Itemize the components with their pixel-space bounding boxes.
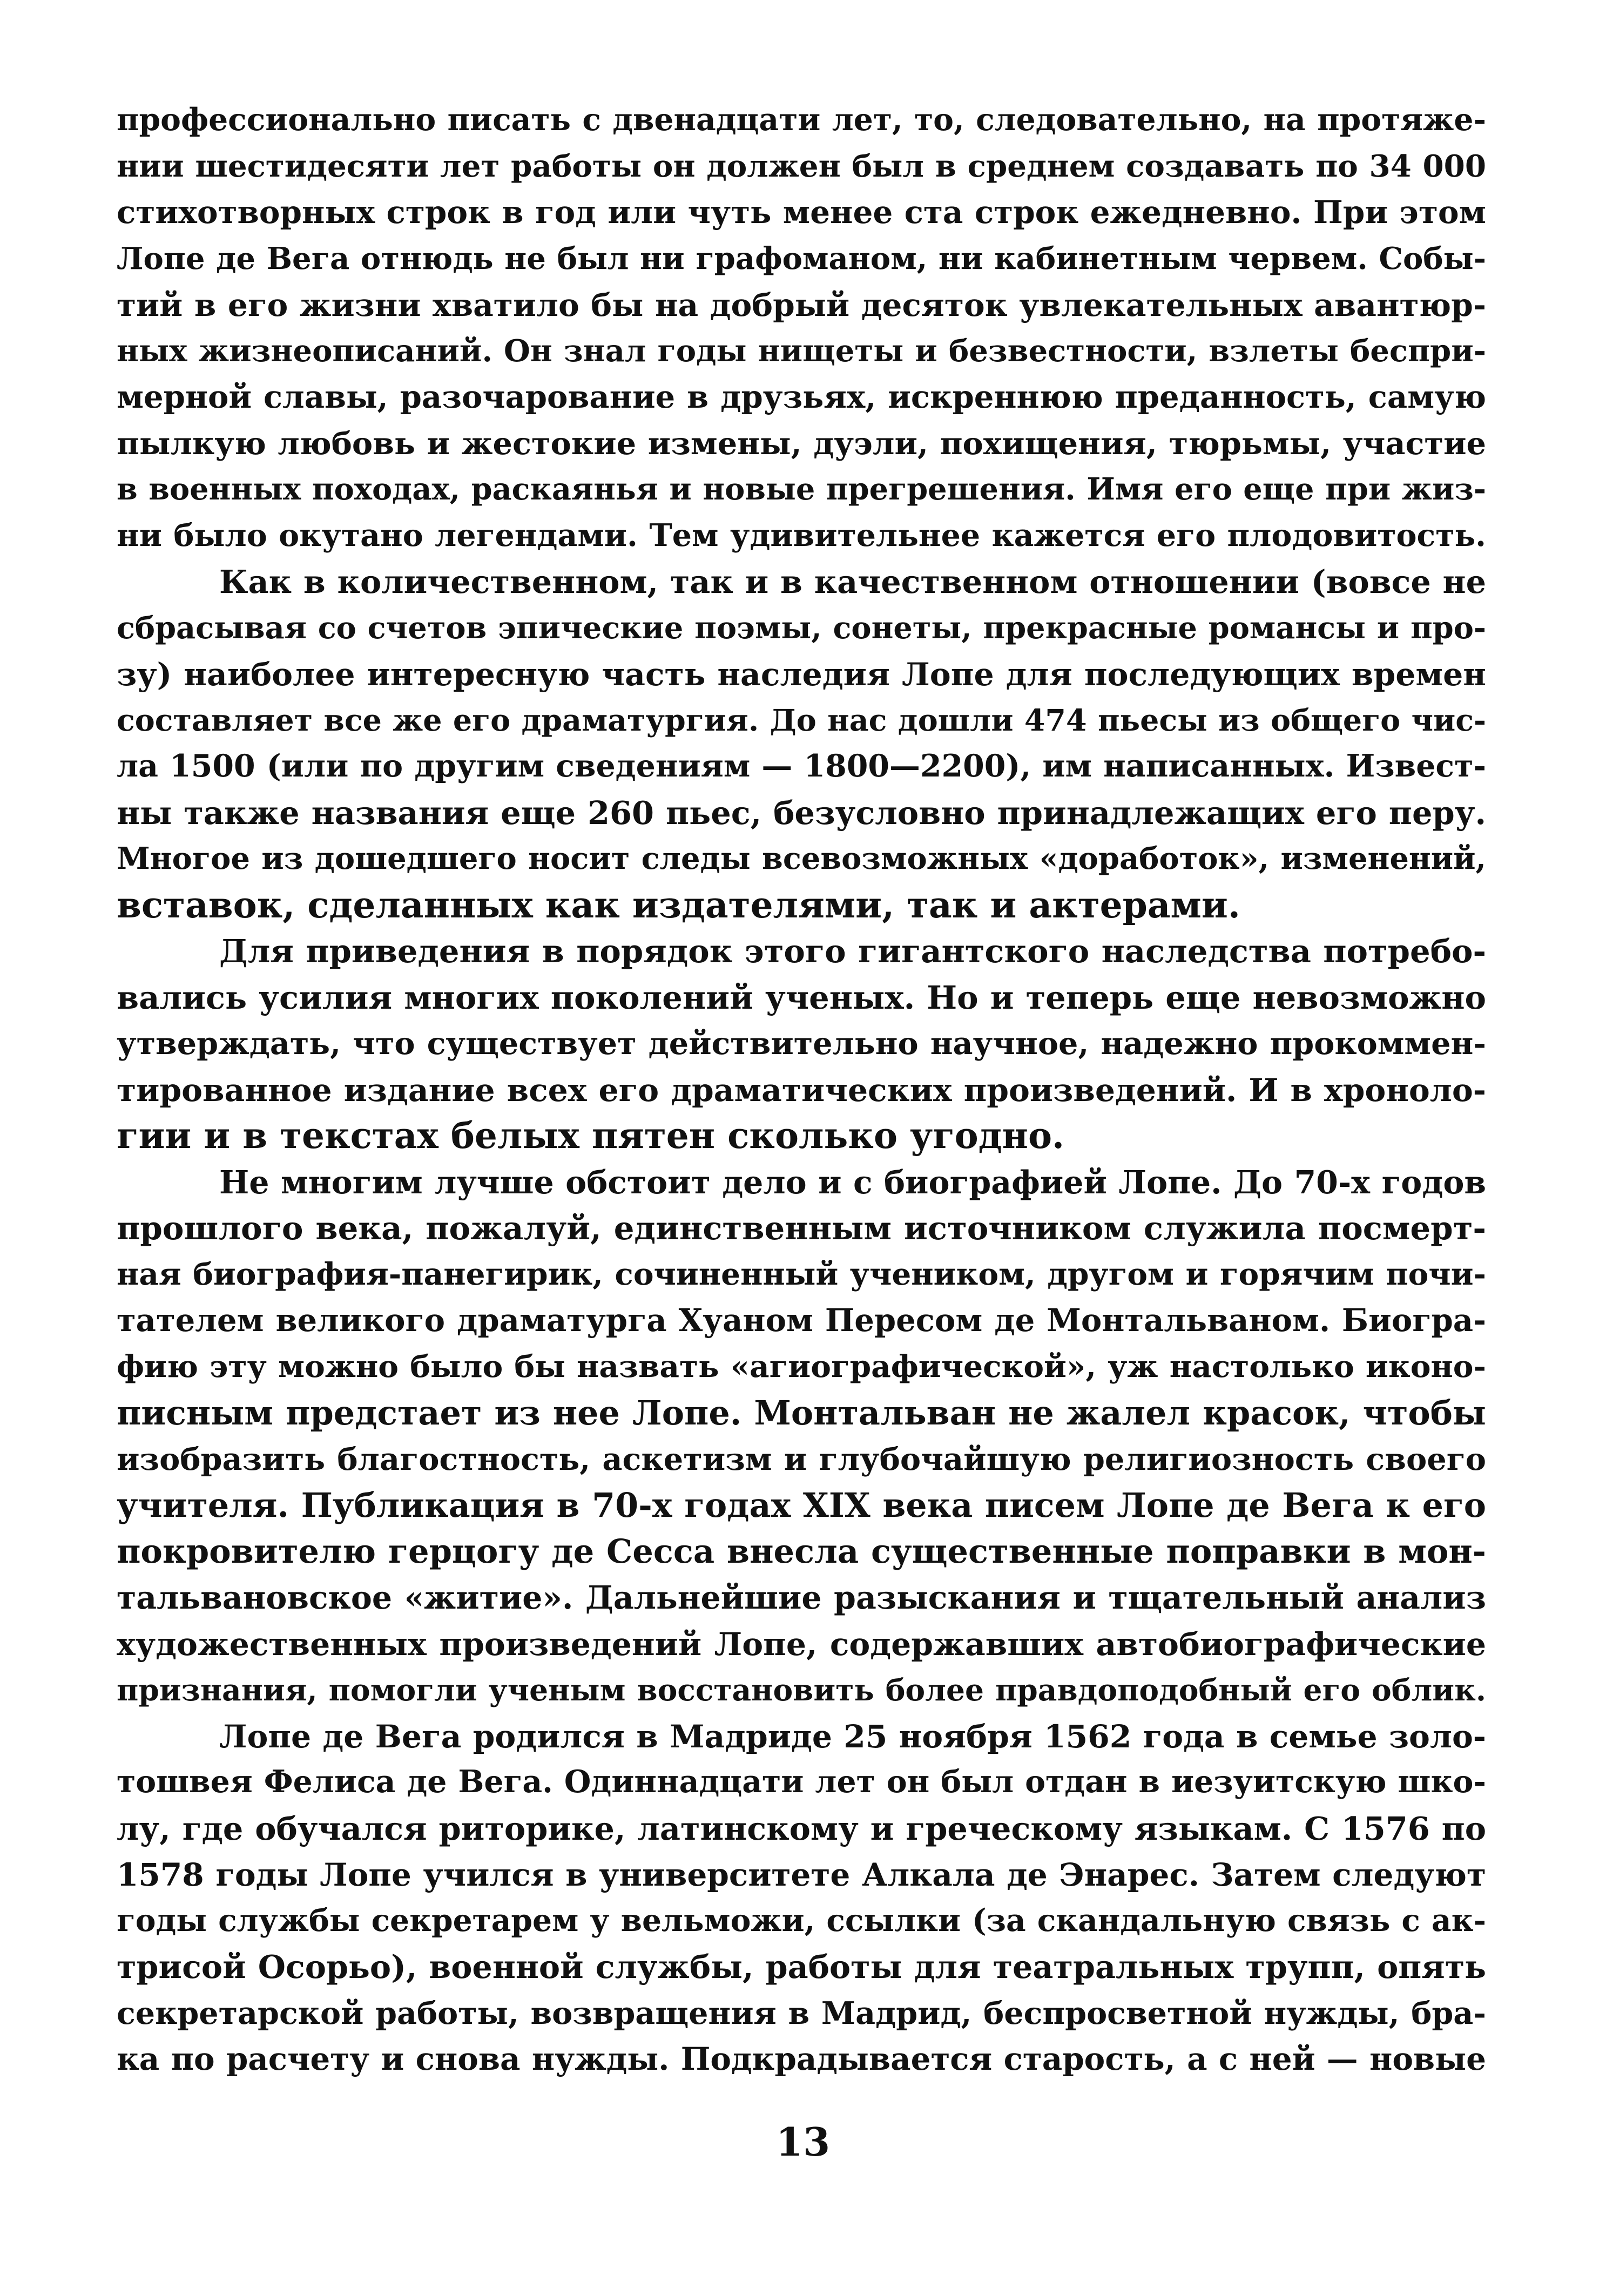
text-line: мерной славы, разочарование в друзьях, искреннюю преданность, самую bbox=[117, 379, 1486, 415]
text-line: трисой Осорьо), военной службы, работы для театральных трупп, опять bbox=[117, 1948, 1486, 1986]
paragraph-first-line: Лопе де Вега родился в Мадриде 25 ноября 1562 года в семье золо- bbox=[219, 1717, 1486, 1755]
text-line: ни было окутано легендами. Тем удивительнее кажется его плодовитость. bbox=[117, 517, 1486, 553]
text-line: писным предстает из нее Лопе. Монтальван не жалел красок, чтобы bbox=[117, 1393, 1486, 1433]
paragraph-last-line: вставок, сделанных как издателями, так и актерами. bbox=[117, 883, 1240, 926]
text-line: тошвея Фелиса де Вега. Одиннадцати лет он был отдан в иезуитскую шко- bbox=[117, 1764, 1486, 1800]
text-line: в военных походах, раскаянья и новые прегрешения. Имя его еще при жиз- bbox=[117, 472, 1486, 507]
text-line: стихотворных строк в год или чуть менее ста строк ежедневно. При этом bbox=[117, 194, 1486, 231]
text-line: признания, помогли ученым восстановить более правдоподобный его облик. bbox=[117, 1672, 1486, 1707]
text-line: ла 1500 (или по другим сведениям — 1800—2200), им написанных. Извест- bbox=[117, 748, 1486, 784]
text-line: пылкую любовь и жестокие измены, дуэли, похищения, тюрьмы, участие bbox=[117, 424, 1486, 462]
text-line: ная биография-панегирик, сочиненный учеником, другом и горячим почи- bbox=[117, 1256, 1486, 1292]
text-line: прошлого века, пожалуй, единственным источником служила посмерт- bbox=[117, 1209, 1486, 1247]
text-line: 1578 годы Лопе учился в университете Алкала де Энарес. Затем следуют bbox=[117, 1856, 1486, 1893]
text-line: профессионально писать с двенадцати лет, то, следовательно, на протяже- bbox=[117, 102, 1486, 138]
text-line: Лопе де Вега отнюдь не был ни графоманом, ни кабинетным червем. Собы- bbox=[117, 240, 1486, 276]
text-line: вались усилия многих поколений ученых. Но и теперь еще невозможно bbox=[117, 978, 1486, 1016]
paragraph-first-line: Как в количественном, так и в качественном отношении (вовсе не bbox=[219, 563, 1486, 600]
body-text bbox=[117, 97, 1486, 2083]
text-line: нии шестидесяти лет работы он должен был в среднем создавать по 34 000 bbox=[117, 148, 1486, 184]
page-number: 13 bbox=[775, 2119, 831, 2165]
text-line: художественных произведений Лопе, содержавших автобиографические bbox=[117, 1625, 1486, 1663]
text-line: тальвановское «житие». Дальнейшие разыскания и тщательный анализ bbox=[117, 1579, 1486, 1616]
text-line: ных жизнеописаний. Он знал годы нищеты и безвестности, взлеты беспри- bbox=[117, 333, 1486, 369]
text-line: тателем великого драматурга Хуаном Пересом де Монтальваном. Биогра- bbox=[117, 1302, 1486, 1339]
text-line: утверждать, что существует действительно научное, надежно прокоммен- bbox=[117, 1025, 1486, 1062]
text-line: составляет все же его драматургия. До нас дошли 474 пьесы из общего чис- bbox=[117, 703, 1486, 738]
text-line: лу, где обучался риторике, латинскому и греческому языкам. С 1576 по bbox=[117, 1809, 1486, 1847]
paragraph-last-line: гии и в текстах белых пятен сколько угодно. bbox=[117, 1115, 1064, 1157]
text-line: фию эту можно было бы назвать «агиографической», уж настолько иконо- bbox=[117, 1348, 1486, 1385]
text-line: учителя. Публикация в 70-х годах XIX века писем Лопе де Вега к его bbox=[117, 1485, 1486, 1525]
text-line: годы службы секретарем у вельможи, ссылки (за скандальную связь с ак- bbox=[117, 1902, 1486, 1939]
paragraph-first-line: Не многим лучше обстоит дело и с биографией Лопе. До 70-х годов bbox=[219, 1163, 1486, 1201]
text-line: ны также названия еще 260 пьес, безусловно принадлежащих его перу. bbox=[117, 794, 1486, 832]
text-line: зу) наиболее интересную часть наследия Лопе для последующих времен bbox=[117, 656, 1486, 693]
text-line: изобразить благостность, аскетизм и глубочайшую религиозность своего bbox=[117, 1440, 1486, 1477]
text-line: сбрасывая со счетов эпические поэмы, сонеты, прекрасные романсы и про- bbox=[117, 610, 1486, 646]
text-line: секретарской работы, возвращения в Мадрид, беспросветной нужды, бра- bbox=[117, 1995, 1486, 2031]
text-line: покровителю герцогу де Сесса внесла существенные поправки в мон- bbox=[117, 1532, 1486, 1571]
paragraph-first-line: Для приведения в порядок этого гигантского наследства потребо- bbox=[219, 932, 1486, 970]
text-line: тий в его жизни хватило бы на добрый десяток увлекательных авантюр- bbox=[117, 286, 1486, 323]
text-line: тированное издание всех его драматических произведений. И в хроноло- bbox=[117, 1071, 1486, 1109]
text-line: Многое из дошедшего носит следы всевозможных «доработок», изменений, bbox=[117, 841, 1486, 876]
text-line: ка по расчету и снова нужды. Подкрадывается старость, а с ней — новые bbox=[117, 2041, 1486, 2077]
